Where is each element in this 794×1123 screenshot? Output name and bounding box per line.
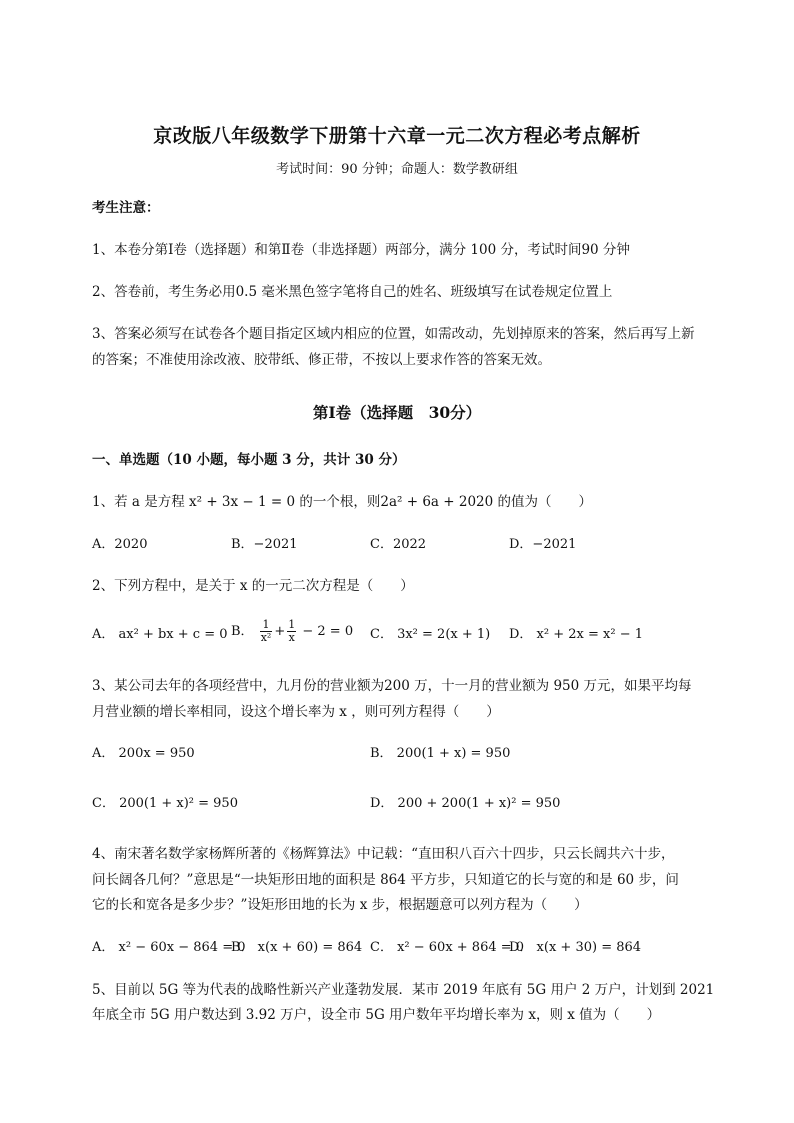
exam-title: 京改版八年级数学下册第十六章一元二次方程必考点解析 <box>153 125 641 147</box>
q1-option-a: A．2020 <box>92 537 148 552</box>
q1-option-b: B．−2021 <box>231 537 298 552</box>
fraction-numerator: 1 <box>260 619 273 632</box>
fraction-one-over-x <box>287 619 296 644</box>
notice-item-1: 1、本卷分第Ⅰ卷（选择题）和第Ⅱ卷（非选择题）两部分，满分 100 分，考试时间90 分钟 <box>92 242 630 258</box>
question-4-stem-line3: 它的长和宽各是多少步？”设矩形田地的长为 x 步，根据题意可以列方程为（ ） <box>92 897 588 913</box>
q1-option-c: C．2022 <box>370 537 427 552</box>
question-3-stem-line2: 月营业额的增长率相同，设这个增长率为 x ，则可列方程得（ ） <box>92 704 500 720</box>
notice-heading: 考生注意： <box>92 200 160 216</box>
question-5-stem-line2: 年底全市 5G 用户数达到 3.92 万户，设全市 5G 用户数年平均增长率为 x，则 x 值为（ ） <box>92 1007 661 1023</box>
question-4-stem-line2: 问长阔各几何？”意思是“一块矩形田地的面积是 864 平方步，只知道它的长与宽的和是 60 步，问 <box>92 872 679 888</box>
q3-option-c: C． 200(1 + x)² = 950 <box>92 796 238 811</box>
fraction-numerator: 1 <box>288 618 296 631</box>
question-3-stem-line1: 3、某公司去年的各项经营中，九月份的营业额为200 万，十一月的营业额为 950 万元，如果平均每 <box>92 678 692 694</box>
q1-option-d: D．−2021 <box>509 537 577 552</box>
notice-item-3-line1: 3、答案必须写在试卷各个题目指定区域内相应的位置，如需改动，先划掉原来的答案，然后再写上新 <box>92 326 695 342</box>
question-1-stem: 1、若 a 是方程 x² + 3x − 1 = 0 的一个根，则2a² + 6a + 2020 的值为（ ） <box>92 494 593 510</box>
question-5-stem-line1: 5、目前以 5G 等为代表的战略性新兴产业蓬勃发展．某市 2019 年底有 5G 用户 2 万户，计划到 2021 <box>92 982 715 998</box>
q2-option-b: B． $\frac{1}{\text{x²}}$ + $\frac{1}{x}$ − 2 = 0 <box>231 618 354 644</box>
fraction-one-over-x-squared <box>260 619 273 644</box>
question-2-stem: 2、下列方程中，是关于 x 的一元二次方程是（ ） <box>92 578 414 594</box>
q4-option-a: A． x² − 60x − 864 = 0 <box>92 940 246 955</box>
fraction-denominator: x <box>288 631 295 644</box>
question-4-stem-line1: 4、南宋著名数学家杨辉所著的《杨辉算法》中记载：“直田积八百六十四步，只云长阔共六十步， <box>92 846 675 862</box>
notice-item-2: 2、答卷前，考生务必用0.5 毫米黑色签字笔将自己的姓名、班级填写在试卷规定位置上 <box>92 284 613 300</box>
q2-option-b-prefix: B． <box>231 624 254 639</box>
q4-option-c: C． x² − 60x + 864 = 0 <box>370 940 525 955</box>
fraction-denominator: x² <box>260 631 272 644</box>
section-title: 第Ⅰ卷（选择题 30分） <box>312 403 482 422</box>
exam-subtitle: 考试时间：90 分钟；命题人：数学教研组 <box>276 162 518 177</box>
q4-option-d: D． x(x + 30) = 864 <box>509 940 642 955</box>
part-heading: 一、单选题（10 小题，每小题 3 分，共计 30 分） <box>92 452 406 468</box>
q2-option-b-suffix: − 2 = 0 <box>302 624 354 639</box>
notice-item-3-line2: 的答案；不准使用涂改液、胶带纸、修正带，不按以上要求作答的答案无效。 <box>92 352 551 368</box>
q3-option-d: D． 200 + 200(1 + x)² = 950 <box>370 796 561 811</box>
q2-option-d: D． x² + 2x = x² − 1 <box>509 627 643 642</box>
q2-option-c: C． 3x² = 2(x + 1) <box>370 627 491 642</box>
q3-option-a: A． 200x = 950 <box>92 746 195 761</box>
q2-option-a: A． ax² + bx + c = 0 <box>92 627 228 642</box>
q4-option-b: B． x(x + 60) = 864 <box>231 940 363 955</box>
q3-option-b: B． 200(1 + x) = 950 <box>370 746 511 761</box>
